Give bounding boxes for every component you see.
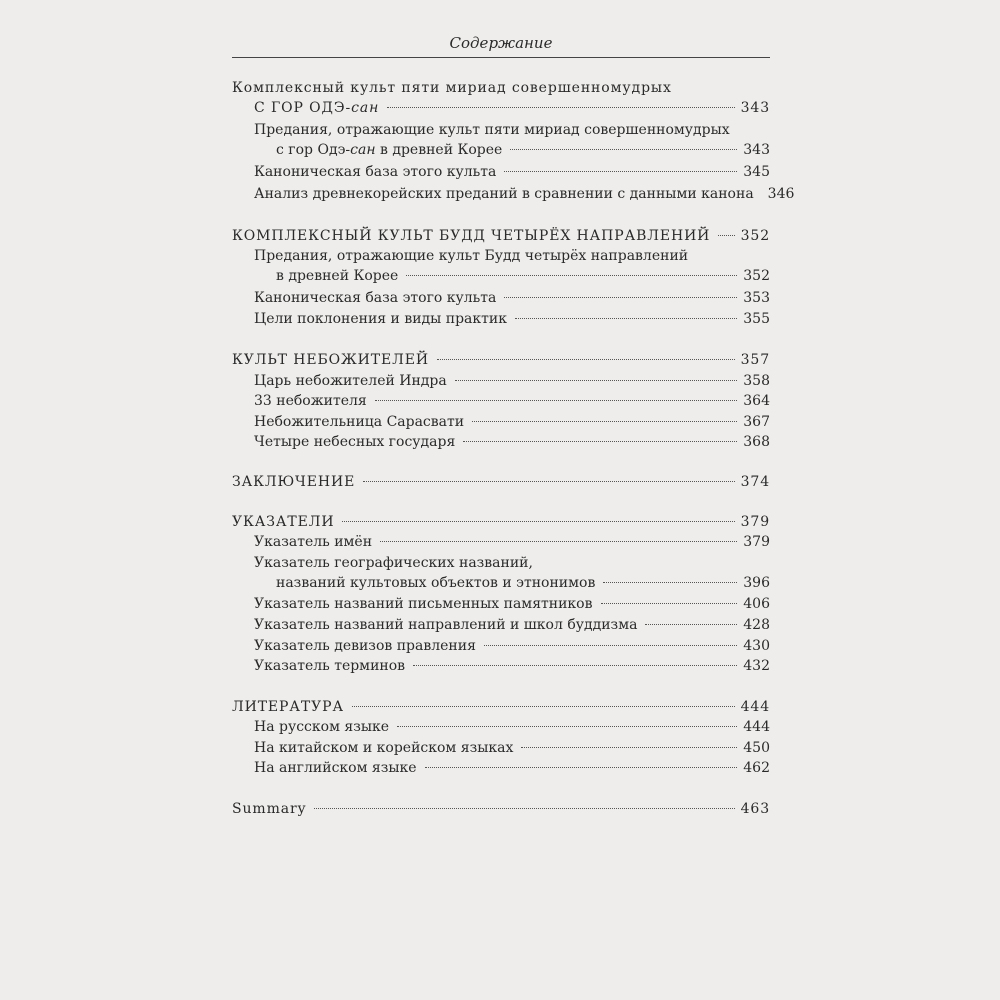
toc-subsection-entry: [232, 120, 770, 160]
toc-subsection-entry: [232, 288, 770, 308]
toc-entry-title: Комплексный культ пяти мириад совершенномудрых: [232, 80, 672, 96]
dot-leaders: [406, 275, 737, 276]
dot-leaders: [413, 665, 737, 666]
dot-leaders: [352, 706, 735, 707]
page-number: 343: [743, 142, 770, 158]
dot-leaders: [718, 235, 734, 236]
toc-entry-title: [232, 226, 710, 246]
page-number: 364: [743, 393, 770, 409]
toc-entry-text: Четыре небесных государя: [254, 434, 456, 450]
dot-leaders: [455, 380, 738, 381]
toc-entry-text: Указатель названий письменных памятников: [254, 596, 593, 612]
toc-entry-title: [254, 615, 637, 635]
toc-entry-title: [276, 266, 398, 286]
page-number: 355: [743, 311, 770, 327]
dot-leaders: [504, 297, 737, 298]
toc-section-entry: [232, 512, 770, 532]
toc-entry-title: [232, 512, 334, 532]
toc-subsection-entry: [232, 553, 770, 593]
dot-leaders: [645, 624, 737, 625]
toc-entry-title: [254, 309, 507, 329]
toc-entry-title: [254, 738, 513, 758]
toc-entry-text: Summary: [232, 801, 307, 817]
header-rule: [232, 57, 770, 58]
toc-subsection-entry: [232, 246, 770, 286]
page-number: 368: [743, 434, 770, 450]
toc-entry-text: С ГОР ОДЭ-: [254, 100, 352, 116]
toc-entry-title: [232, 799, 306, 819]
dot-leaders: [375, 400, 738, 401]
page-number: 367: [743, 414, 770, 430]
toc-entry-title: [254, 391, 367, 411]
dot-leaders: [521, 747, 737, 748]
toc-entry-text: Указатель имён: [254, 534, 373, 550]
running-header: Содержание: [449, 34, 553, 52]
toc-entry-text: Анализ древнекорейских преданий в сравнении с данными канона: [254, 186, 754, 202]
toc-entry-text: Каноническая база этого культа: [254, 290, 497, 306]
page-number: 343: [740, 100, 770, 116]
dot-leaders: [387, 107, 734, 108]
toc-entry-title: [254, 594, 593, 614]
dot-leaders: [463, 441, 737, 442]
toc-entry-title: [254, 432, 455, 452]
page-number: 444: [740, 699, 770, 715]
dot-leaders: [437, 359, 735, 360]
toc-entry-text: Указатель названий направлений и школ буддизма: [254, 617, 638, 633]
toc-subsection-entry: [232, 371, 770, 391]
toc-entry-text: с гор Одэ-: [276, 142, 351, 158]
toc-subsection-entry: [232, 656, 770, 676]
toc-subsection-entry: [232, 594, 770, 614]
toc-subsection-entry: [232, 162, 770, 182]
page-number: 428: [743, 617, 770, 633]
page-number: 444: [743, 719, 770, 735]
toc-entry-title: [232, 350, 429, 370]
toc-subsection-entry: [232, 432, 770, 452]
toc-subsection-entry: [232, 391, 770, 411]
toc-entry-title: [254, 636, 476, 656]
page-number: 406: [743, 596, 770, 612]
page-number: 358: [743, 373, 770, 389]
toc-entry-text: Каноническая база этого культа: [254, 164, 497, 180]
page-number: 463: [740, 801, 770, 817]
dot-leaders: [425, 767, 738, 768]
toc-subsection-entry: [232, 758, 770, 778]
toc-entry-title: [254, 371, 447, 391]
page-number: 374: [740, 474, 770, 490]
toc-entry-title: [254, 532, 372, 552]
toc-subsection-entry: [232, 636, 770, 656]
toc-entry-title: Указатель географических названий,: [254, 555, 533, 571]
toc-subsection-entry: [232, 532, 770, 552]
toc-entry-title: Предания, отражающие культ Будд четырёх направлений: [254, 248, 689, 264]
toc-entry-italic: сан: [351, 100, 380, 116]
toc-entry-title: [254, 717, 389, 737]
page-number: 462: [743, 760, 770, 776]
dot-leaders: [510, 149, 737, 150]
toc-entry-text: Цели поклонения и виды практик: [254, 311, 507, 327]
dot-leaders: [472, 421, 737, 422]
dot-leaders: [342, 521, 734, 522]
toc-subsection-entry: [232, 738, 770, 758]
toc-entry-title: [254, 412, 464, 432]
toc-entry-title: [254, 184, 754, 204]
toc-subsection-entry: [232, 615, 770, 635]
toc-entry-title: [276, 573, 595, 593]
toc-entry-title: [254, 288, 496, 308]
toc-section-entry: [232, 226, 770, 246]
page-number: 396: [743, 575, 770, 591]
toc-entry-title: [254, 162, 496, 182]
toc-entry-text: КОМПЛЕКСНЫЙ КУЛЬТ БУДД ЧЕТЫРЁХ НАПРАВЛЕНИЙ: [232, 228, 711, 244]
dot-leaders: [397, 726, 737, 727]
dot-leaders: [515, 318, 737, 319]
dot-leaders: [363, 481, 734, 482]
toc-entry-text: КУЛЬТ НЕБОЖИТЕЛЕЙ: [232, 352, 429, 368]
toc-entry-text: 33 небожителя: [254, 393, 367, 409]
toc-section-entry: [232, 472, 770, 492]
toc-section-entry: [232, 697, 770, 717]
page-number: 432: [743, 658, 770, 674]
toc-entry-title: [232, 697, 344, 717]
page-number: 352: [740, 228, 770, 244]
dot-leaders: [314, 808, 734, 809]
page-number: 353: [743, 290, 770, 306]
toc-entry-text: ЗАКЛЮЧЕНИЕ: [232, 474, 356, 490]
toc-entry-title: [254, 656, 405, 676]
toc-entry-text: в древней Корее: [375, 142, 503, 158]
toc-entry-italic: сан: [350, 142, 376, 158]
page-number: 346: [767, 186, 795, 202]
toc-entry-title: [276, 140, 502, 160]
toc-entry-title: [254, 758, 417, 778]
toc-entry-text: На английском языке: [254, 760, 417, 776]
toc-entry-title: Предания, отражающие культ пяти мириад совершенномудрых: [254, 122, 730, 138]
toc-subsection-entry: [232, 412, 770, 432]
toc-entry-title: [254, 98, 379, 118]
page-number: 379: [740, 514, 770, 530]
page-number: 430: [743, 638, 770, 654]
toc-entry-text: УКАЗАТЕЛИ: [232, 514, 335, 530]
toc-entry-text: На китайском и корейском языках: [254, 740, 514, 756]
toc-entry-title: [232, 472, 355, 492]
toc-section-entry: [232, 350, 770, 370]
page-number: 345: [743, 164, 770, 180]
toc-entry-text: в древней Корее: [276, 268, 399, 284]
toc-entry-text: Указатель девизов правления: [254, 638, 476, 654]
dot-leaders: [380, 541, 737, 542]
toc-entry-text: Указатель терминов: [254, 658, 406, 674]
toc-section-entry: [232, 799, 770, 819]
toc-subsection-entry: [232, 309, 770, 329]
page-number: 450: [743, 740, 770, 756]
dot-leaders: [504, 171, 737, 172]
toc-subsection-entry: [232, 184, 795, 204]
dot-leaders: [601, 603, 738, 604]
toc-entry-text: На русском языке: [254, 719, 390, 735]
toc-entry-text: названий культовых объектов и этнонимов: [276, 575, 596, 591]
page-number: 379: [743, 534, 770, 550]
dot-leaders: [484, 645, 737, 646]
toc-entry-text: ЛИТЕРАТУРА: [232, 699, 344, 715]
toc-subsection-entry: [232, 717, 770, 737]
toc-section-entry: [232, 78, 770, 118]
toc-entry-text: Царь небожителей Индра: [254, 373, 447, 389]
page-number: 357: [740, 352, 770, 368]
dot-leaders: [603, 582, 737, 583]
page-number: 352: [743, 268, 770, 284]
toc-entry-text: Небожительница Сарасвати: [254, 414, 465, 430]
